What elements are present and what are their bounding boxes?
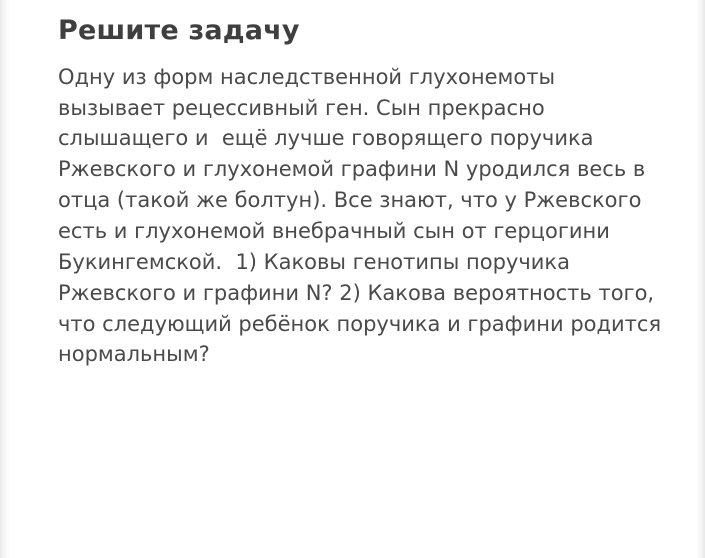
page-title: Решите задачу [58, 15, 300, 46]
left-edge-shadow [0, 0, 10, 558]
task-text: Одну из форм наследственной глухонемоты вызывает рецессивный ген. Сын прекрасно слышащего и ещё лучше говорящего поручика Ржевского и глухонемой графини N уродился весь в отца (такой же болтун). Все знают, что у Ржевского есть и глухонемой внебрачный сын от герцогини Букингемской. 1) Каковы генотипы поручика Ржевского и графини N? 2) Какова вероятность того, что следующий ребёнок поручика и графини родится нормальным? [58, 64, 668, 367]
right-edge-shadow [695, 0, 705, 558]
